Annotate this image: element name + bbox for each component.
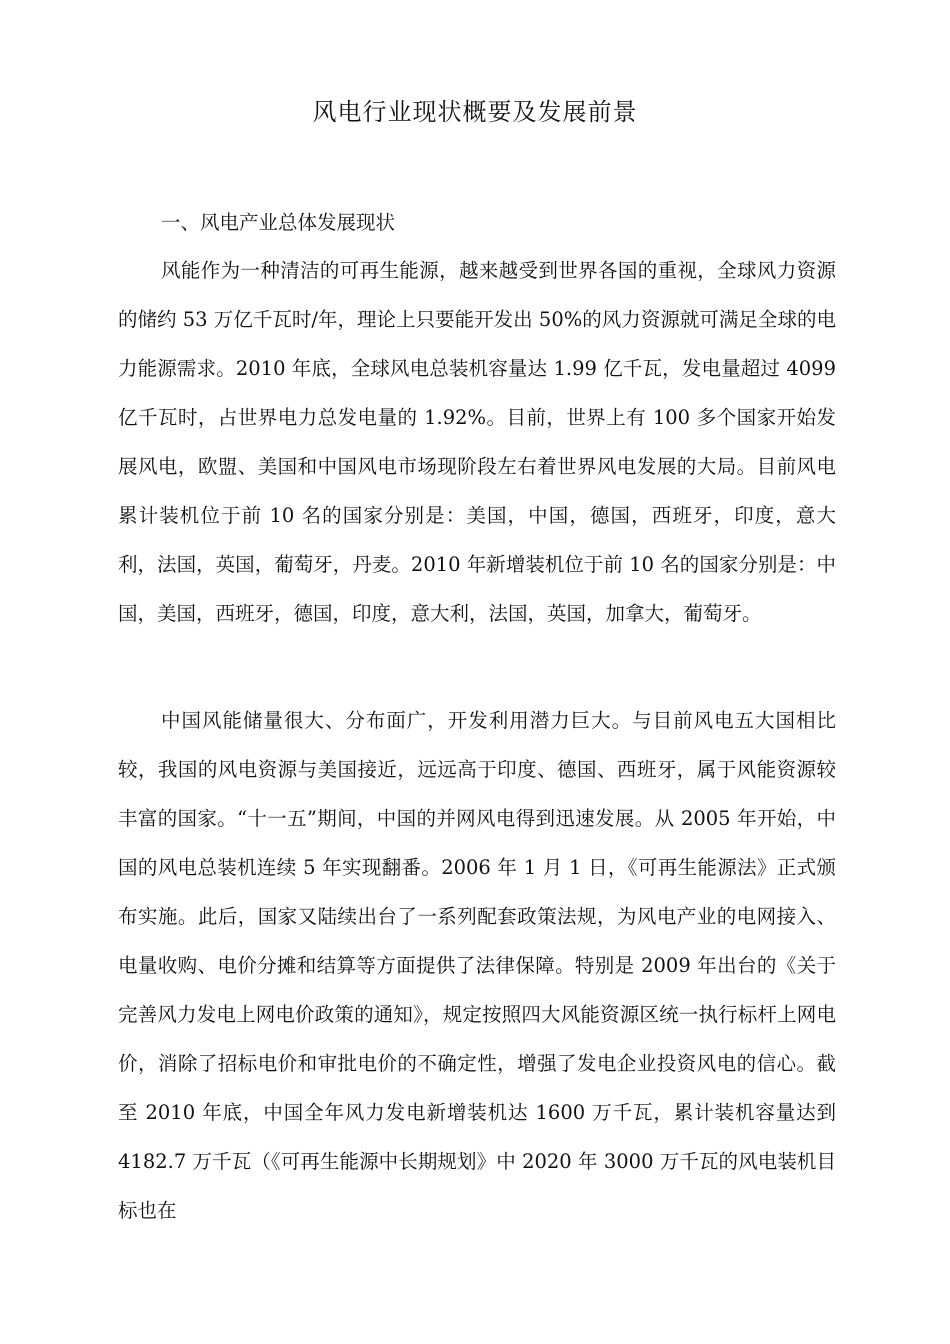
section-heading: 一、风电产业总体发展现状 bbox=[161, 211, 396, 234]
paragraph-global-wind-status: 风能作为一种清洁的可再生能源，越来越受到世界各国的重视，全球风力资源的储约 53 万亿千瓦时/年，理论上只要能开发出 50%的风力资源就可满足全球的电力能源需求。2010 年底，全球风电总装机容量达 1.99 亿千瓦，发电量超过 4099 亿千瓦时，占世界电力总发电量的 1.92%。目前，世界上有 100 多个国家开始发展风电，欧盟、美国和中国风电市场现阶段左右着世界风电发展的大局。目前风电累计装机位于前 10 名的国家分别是：美国，中国，德国，西班牙，印度，意大利，法国，英国，葡萄牙，丹麦。2010 年新增装机位于前 10 名的国家分别是：中国，美国，西班牙，德国，印度，意大利，法国，英国，加拿大，葡萄牙。 bbox=[118, 259, 836, 625]
paragraph-china-wind-status: 中国风能储量很大、分布面广，开发利用潜力巨大。与目前风电五大国相比较，我国的风电资源与美国接近，远远高于印度、德国、西班牙，属于风能资源较丰富的国家。“十一五”期间，中国的并网风电得到迅速发展。从 2005 年开始，中国的风电总装机连续 5 年实现翻番。2006 年 1 月 1 日，《可再生能源法》正式颁布实施。此后，国家又陆续出台了一系列配套政策法规，为风电产业的电网接入、电量收购、电价分摊和结算等方面提供了法律保障。特别是 2009 年出台的《关于完善风力发电上网电价政策的通知》，规定按照四大风能资源区统一执行标杆上网电价，消除了招标电价和审批电价的不确定性，增强了发电企业投资风电的信心。截至 2010 年底，中国全年风力发电新增装机达 1600 万千瓦，累计装机容量达到 4182.7 万千瓦（《可再生能源中长期规划》中 2020 年 3000 万千瓦的风电装机目标也在 bbox=[118, 709, 836, 1222]
document-title: 风电行业现状概要及发展前景 bbox=[312, 98, 638, 126]
